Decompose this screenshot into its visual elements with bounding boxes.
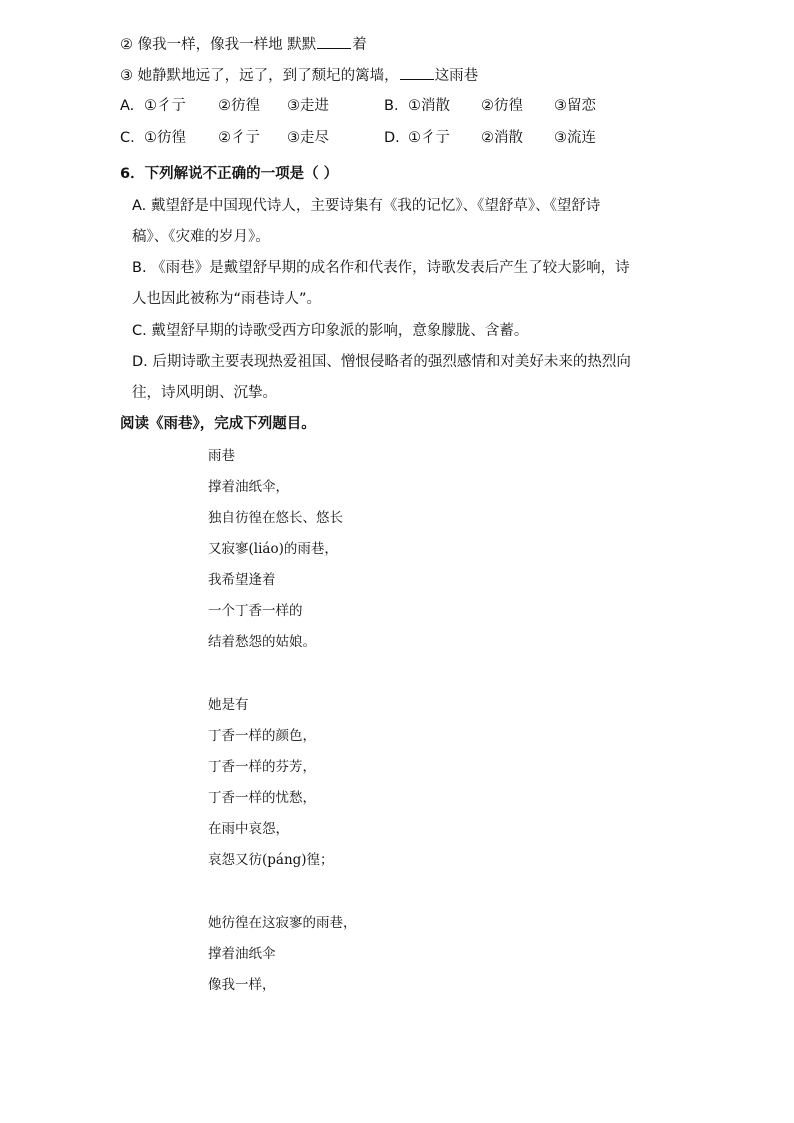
q6-option-a-cont: 稿》、《灾难的岁月》。 <box>132 229 270 245</box>
option-item: ①彷徨 <box>144 130 186 146</box>
answer-blank <box>400 65 434 80</box>
option-item: ②消散 <box>481 130 523 146</box>
option-letter: C. <box>120 130 135 146</box>
reading-instruction: 阅读《雨巷》，完成下列题目。 <box>120 416 316 432</box>
q5-line-3-text: ③ 她静默地远了，远了，到了颓圮的篱墙， <box>120 68 399 84</box>
q5-line-3-end: 这雨巷 <box>434 68 479 84</box>
poem-line: 哀怨又彷(páng)徨； <box>208 852 334 868</box>
q6-stem: 6．下列解说不正确的一项是（ ） <box>120 166 339 182</box>
q5-option-a <box>120 96 329 116</box>
q5-option-d <box>384 128 596 148</box>
option-item: ③走尽 <box>287 130 329 146</box>
poem-line: 丁香一样的芬芳， <box>208 759 316 775</box>
option-item: ③走进 <box>287 98 329 114</box>
option-item: ③流连 <box>554 130 596 146</box>
poem-line: 她彷徨在这寂寥的雨巷， <box>208 915 357 931</box>
q6-option-d: D. 后期诗歌主要表现热爱祖国、憎恨侵略者的强烈感情和对美好未来的热烈向 <box>132 354 631 370</box>
option-item: ③留恋 <box>554 98 596 114</box>
answer-blank <box>317 34 351 49</box>
option-item: ①彳亍 <box>408 130 450 146</box>
poem-line: 又寂寥(liáo)的雨巷， <box>208 541 338 557</box>
option-item: ②彳亍 <box>218 130 260 146</box>
q5-line-2-end: 着 <box>352 37 367 53</box>
poem-line: 丁香一样的忧愁， <box>208 790 316 806</box>
poem-line: 她是有 <box>208 697 249 713</box>
option-item: ①彳亍 <box>144 98 186 114</box>
q5-line-2-text: ② 像我一样，像我一样地 默默 <box>120 37 317 53</box>
poem-line: 丁香一样的颜色， <box>208 728 316 744</box>
option-letter: A. <box>120 98 135 114</box>
poem-line: 结着愁怨的姑娘。 <box>208 634 316 650</box>
option-item: ②彷徨 <box>481 98 523 114</box>
option-item: ①消散 <box>408 98 450 114</box>
option-letter: D. <box>384 130 400 146</box>
option-letter: B. <box>384 98 399 114</box>
poem-line: 我希望逢着 <box>208 572 276 588</box>
q5-option-b <box>384 96 596 116</box>
q5-option-c <box>120 128 329 148</box>
option-item: ②彷徨 <box>218 98 260 114</box>
q6-option-b: B. 《雨巷》是戴望舒早期的成名作和代表作，诗歌发表后产生了较大影响，诗 <box>132 260 630 276</box>
q6-option-b-cont: 人也因此被称为“雨巷诗人”。 <box>132 291 322 307</box>
q5-line-3 <box>120 65 478 86</box>
q6-option-c: C. 戴望舒早期的诗歌受西方印象派的影响，意象朦胧、含蓄。 <box>132 323 529 339</box>
q6-option-a: A. 戴望舒是中国现代诗人，主要诗集有《我的记忆》、《望舒草》、《望舒诗 <box>132 198 601 214</box>
poem-line: 一个丁香一样的 <box>208 603 303 619</box>
poem-line: 撑着油纸伞 <box>208 946 276 962</box>
poem-line: 撑着油纸伞， <box>208 479 289 495</box>
poem-title: 雨巷 <box>208 448 235 464</box>
q5-line-2 <box>120 34 367 55</box>
q6-option-d-cont: 往，诗风明朗、沉挚。 <box>132 385 277 401</box>
poem-line: 独自彷徨在悠长、悠长 <box>208 510 343 526</box>
poem-line: 像我一样， <box>208 977 276 993</box>
poem-line: 在雨中哀怨， <box>208 821 289 837</box>
